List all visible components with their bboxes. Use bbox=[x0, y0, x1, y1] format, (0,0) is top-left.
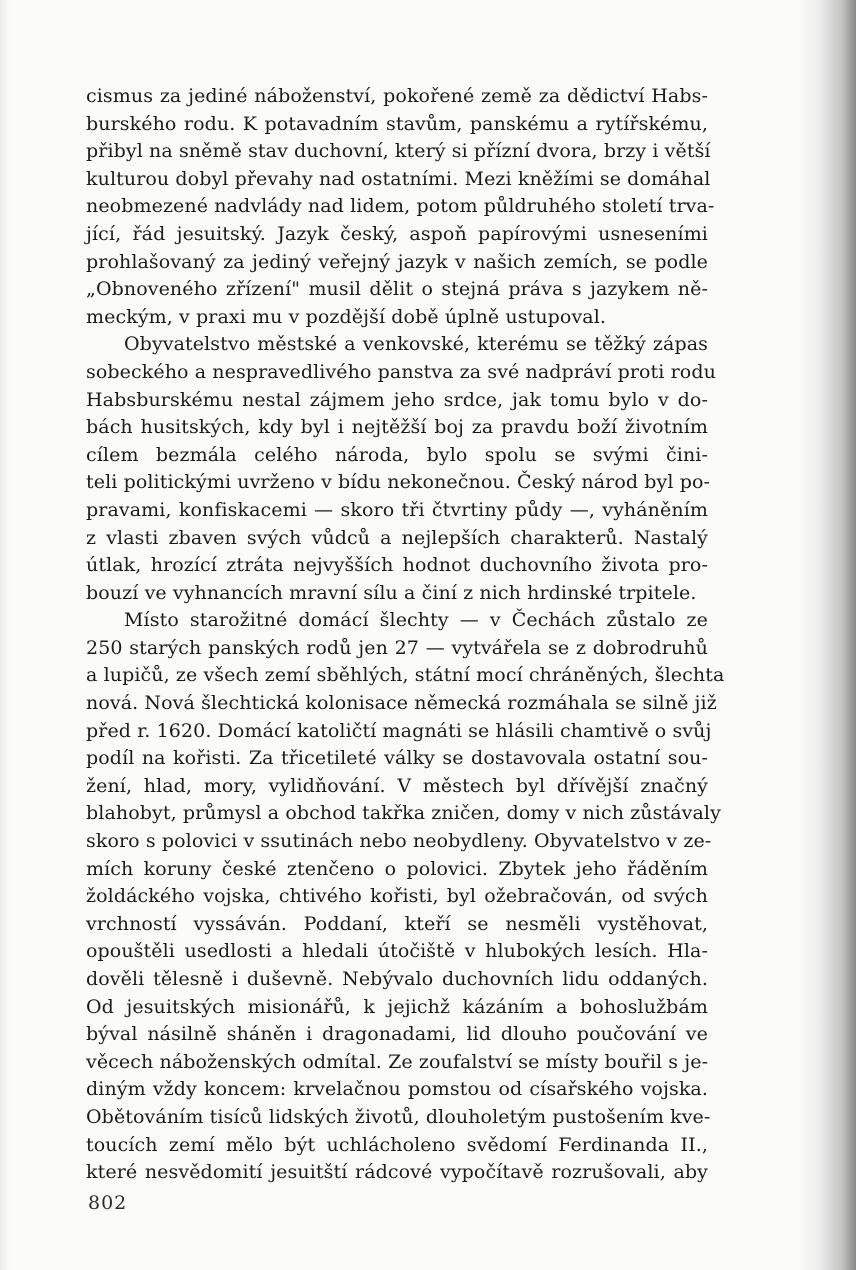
text-line: prohlašovaný za jediný veřejný jazyk v našich zemích, se podle bbox=[86, 250, 708, 273]
page-edge-shadow-left bbox=[0, 0, 10, 1270]
text-line: pravami, konfiskacemi — skoro tři čtvrtiny půdy —, vyháněním bbox=[86, 498, 708, 521]
text-line: podíl na kořisti. Za třicetileté války se dostavovala ostatní sou- bbox=[86, 747, 708, 770]
text-line: Obětováním tisíců lidských životů, dlouholetým pustošením kve- bbox=[86, 1105, 711, 1128]
text-line: opouštěli usedlosti a hledali útočiště v hlubokých lesích. Hla- bbox=[86, 940, 708, 963]
text-line: které nesvědomití jesuitští rádcové vypočítavě rozrušovali, aby bbox=[86, 1161, 708, 1184]
text-line: býval násilně sháněn i dragonadami, lid dlouho poučování ve bbox=[86, 1023, 708, 1046]
text-line: žení, hlad, mory, vylidňování. V městech byl dřívější značný bbox=[86, 774, 708, 797]
text-line: bách husitských, kdy byl i nejtěžší boj za pravdu boží životním bbox=[86, 416, 708, 439]
text-line: bouzí ve vyhnancích mravní sílu a činí z nich hrdinské trpitele. bbox=[86, 581, 697, 604]
text-line: toucích zemí mělo být uchlácholeno svědomí Ferdinanda II., bbox=[86, 1133, 708, 1156]
text-line: Obyvatelstvo městské a venkovské, kterému se těžký zápas bbox=[124, 333, 708, 356]
text-line: blahobyt, průmysl a obchod takřka zničen, domy v nich zůstávaly bbox=[86, 802, 721, 825]
text-line: věcech náboženských odmítal. Ze zoufalství se místy bouřil s je- bbox=[86, 1050, 709, 1073]
text-line: Od jesuitských misionářů, k jejichž kázáním a bohoslužbám bbox=[86, 995, 708, 1018]
page-number: 802 bbox=[88, 1192, 128, 1214]
text-line: před r. 1620. Domácí katoličtí magnáti se hlásili chamtivě o svůj bbox=[86, 719, 712, 742]
text-line: dověli tělesně i duševně. Nebývalo duchovních lidu oddaných. bbox=[86, 968, 708, 990]
text-line: meckým, v praxi mu v pozdější době úplně ustupoval. bbox=[86, 305, 607, 328]
text-line: cismus za jediné náboženství, pokořené země za dědictví Habs- bbox=[86, 85, 708, 107]
text-line: útlak, hrozící ztráta nejvyšších hodnot duchovního života pro- bbox=[86, 554, 708, 577]
text-line: kulturou dobyl převahy nad ostatními. Mezi kněžími se domáhal bbox=[86, 167, 711, 190]
text-line: sobeckého a nespravedlivého panstva za své nadpráví proti rodu bbox=[86, 360, 716, 383]
text-line: teli politickými uvrženo v bídu nekonečnou. Český národ byl po- bbox=[86, 471, 711, 494]
text-line: vrchností vyssáván. Poddaní, kteří se nesměli vystěhovat, bbox=[86, 912, 708, 935]
page-gutter-shadow bbox=[798, 0, 856, 1270]
text-line: 250 starých panských rodů jen 27 — vytvářela se z dobrodruhů bbox=[86, 636, 708, 659]
text-line: přibyl na sněmě stav duchovní, který si přízní dvora, brzy i větší bbox=[86, 140, 711, 163]
text-line: Místo starožitné domácí šlechty — v Čechách zůstalo ze bbox=[124, 609, 708, 632]
text-line: nová. Nová šlechtická kolonisace německá rozmáhala se silně již bbox=[86, 692, 717, 715]
text-line: mích koruny české ztenčeno o polovici. Zbytek jeho řáděním bbox=[86, 857, 708, 880]
text-line: cílem bezmála celého národa, bylo spolu se svými čini- bbox=[86, 443, 708, 466]
text-line: „Obnoveného zřízení" musil dělit o stejná práva s jazykem ně- bbox=[86, 278, 708, 301]
text-line: skoro s polovici v ssutinách nebo neobydleny. Obyvatelstvo v ze- bbox=[86, 830, 712, 853]
text-line: diným vždy koncem: krvelačnou pomstou od císařského vojska. bbox=[86, 1078, 708, 1101]
text-line: neobmezené nadvlády nad lidem, potom půldruhého století trva- bbox=[86, 195, 715, 218]
text-line: burského rodu. K potavadním stavům, panskému a rytířskému, bbox=[86, 112, 708, 135]
text-line: jící, řád jesuitský. Jazyk český, aspoň papírovými usneseními bbox=[86, 222, 708, 245]
text-line: a lupičů, ze všech zemí sběhlých, státní mocí chráněných, šlechta bbox=[86, 664, 725, 687]
text-line: Habsburskému nestal zájmem jeho srdce, jak tomu bylo v do- bbox=[86, 388, 708, 411]
text-line: žoldáckého vojska, chtivého kořisti, byl ožebračován, od svých bbox=[86, 885, 708, 908]
text-line: z vlasti zbaven svých vůdců a nejlepších charakterů. Nastalý bbox=[86, 526, 708, 549]
body-text bbox=[86, 83, 725, 1187]
